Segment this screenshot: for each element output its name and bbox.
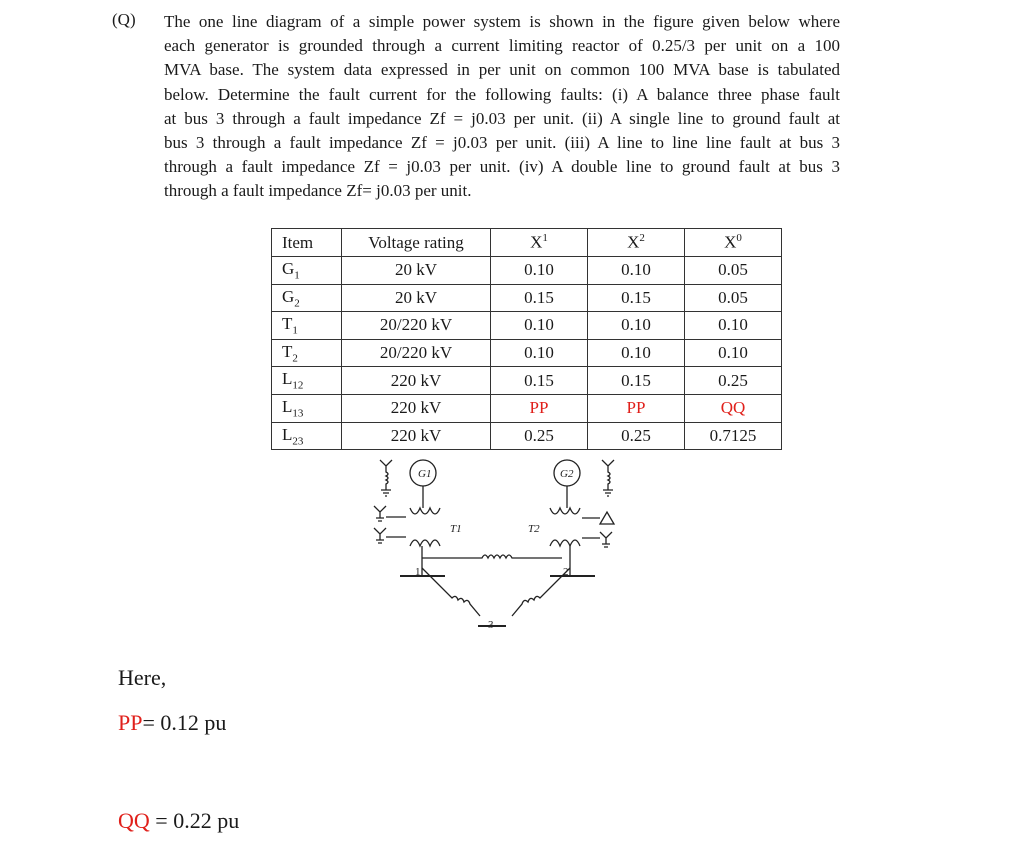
item-cell: $L_{12}$ (272, 367, 342, 395)
line-12 (422, 555, 562, 558)
voltage-cell: 220 kV (342, 367, 491, 395)
g2-ground-reactor (602, 460, 614, 496)
table-header-row (272, 229, 782, 257)
g2-label: G2 (560, 468, 574, 480)
t1-coils (410, 508, 440, 546)
item-cell: $T_1$ (272, 312, 342, 340)
table-row (272, 284, 782, 312)
t2-coils (550, 508, 580, 546)
voltage-cell: 220 kV (342, 422, 491, 450)
x1-cell: PP (491, 394, 588, 422)
t1-label: T1 (450, 523, 462, 535)
voltage-cell: 20 kV (342, 257, 491, 285)
qq-definition (118, 808, 239, 834)
voltage-cell: 20/220 kV (342, 339, 491, 367)
table-row (272, 339, 782, 367)
x2-cell: 0.15 (588, 367, 685, 395)
header-item: Item (272, 229, 342, 257)
t2-wye-symbol (600, 532, 612, 547)
header-x0: $X^0$ (685, 229, 782, 257)
voltage-cell: 220 kV (342, 394, 491, 422)
g1-ground-reactor (380, 460, 392, 496)
x0-cell: 0.7125 (685, 422, 782, 450)
x1-cell: 0.25 (491, 422, 588, 450)
item-cell: $G_1$ (272, 257, 342, 285)
x2-cell: 0.10 (588, 312, 685, 340)
table-row (272, 312, 782, 340)
header-x2: $X^2$ (588, 229, 685, 257)
table-row (272, 394, 782, 422)
question-line: through a fault impedance Zf= j0.03 per unit. (164, 181, 472, 201)
bus-2-label: 2 (563, 566, 569, 578)
pp-value: = 0.12 pu (142, 710, 227, 735)
item-cell: $L_{13}$ (272, 394, 342, 422)
qq-label: QQ (118, 808, 150, 833)
x1-cell: 0.10 (491, 339, 588, 367)
bus-3-label: 3 (488, 619, 494, 631)
table-row (272, 422, 782, 450)
header-x1: $X^1$ (491, 229, 588, 257)
x1-cell: 0.15 (491, 284, 588, 312)
question-line: bus 3 through a fault impedance Zf = j0.03 per unit. (iii) A line to line line fault at bus 3 (164, 133, 840, 153)
item-cell: $G_2$ (272, 284, 342, 312)
g1-label: G1 (418, 468, 432, 480)
x0-cell: 0.10 (685, 312, 782, 340)
x1-cell: 0.10 (491, 312, 588, 340)
x0-cell: 0.10 (685, 339, 782, 367)
system-data-table (271, 228, 782, 450)
x2-cell: 0.15 (588, 284, 685, 312)
pp-label: PP (118, 710, 143, 735)
voltage-cell: 20 kV (342, 284, 491, 312)
item-cell: $L_{23}$ (272, 422, 342, 450)
x2-cell: 0.25 (588, 422, 685, 450)
bus-1-label: 1 (415, 566, 421, 578)
t2-label: T2 (528, 523, 540, 535)
x2-cell: 0.10 (588, 257, 685, 285)
pp-definition (118, 710, 226, 736)
question-number: (Q) (112, 10, 136, 29)
question-line: MVA base. The system data expressed in per unit on common 100 MVA base is tabulated (164, 60, 840, 80)
question-line: each generator is grounded through a current limiting reactor of 0.25/3 per unit on a 100 (164, 36, 840, 56)
x0-cell: 0.05 (685, 257, 782, 285)
here-label: Here, (118, 665, 167, 690)
question-line: at bus 3 through a fault impedance Zf = j0.03 per unit. (ii) A single line to ground fault at (164, 108, 840, 128)
t1-primary-wye-symbol (374, 506, 386, 521)
x1-cell: 0.10 (491, 257, 588, 285)
question-line: The one line diagram of a simple power system is shown in the figure given below where (164, 12, 840, 31)
x2-cell: PP (588, 394, 685, 422)
x0-cell: QQ (685, 394, 782, 422)
x0-cell: 0.05 (685, 284, 782, 312)
table-row (272, 367, 782, 395)
x0-cell: 0.25 (685, 367, 782, 395)
qq-value: = 0.22 pu (149, 808, 240, 833)
question-line: through a fault impedance Zf = j0.03 per unit. (iv) A double line to ground fault at bus 3 (164, 157, 840, 177)
one-line-diagram (360, 448, 630, 638)
t1-secondary-wye-symbol (374, 528, 386, 543)
table-row (272, 257, 782, 285)
item-cell: $T_2$ (272, 339, 342, 367)
question-line: below. Determine the fault current for the following faults: (i) A balance three phase fault (164, 84, 840, 104)
header-voltage: Voltage rating (342, 229, 491, 257)
x1-cell: 0.15 (491, 367, 588, 395)
voltage-cell: 20/220 kV (342, 312, 491, 340)
x2-cell: 0.10 (588, 339, 685, 367)
question-text (164, 10, 840, 204)
t2-delta-symbol (600, 512, 614, 524)
